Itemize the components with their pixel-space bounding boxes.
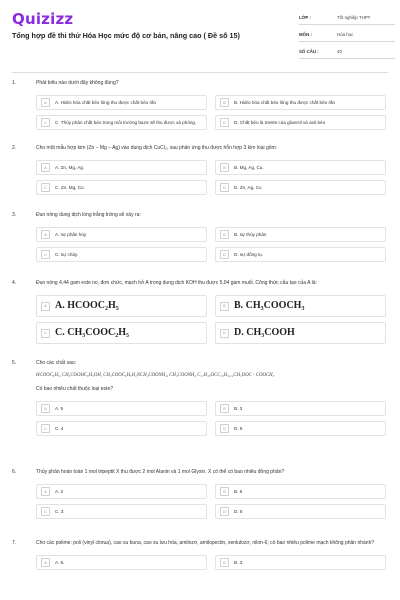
option-letter-box: B: [220, 558, 229, 567]
option-letter-box: D: [220, 424, 229, 433]
option-letter-box: A: [41, 98, 50, 107]
option-letter-box: B: [220, 302, 229, 311]
answer-option[interactable]: [215, 247, 386, 262]
option-letter-box: A: [41, 487, 50, 496]
option-text: B. CH₃COOCH₃: [234, 300, 305, 311]
option-text: B. Hidro hóa chất béo lỏng thu được chất béo rắn: [234, 99, 336, 105]
answer-option[interactable]: [36, 115, 207, 130]
document-title: Tổng hợp đề thi thử Hóa Học mức độ cơ bản, nâng cao ( Đề số 15): [12, 31, 240, 40]
option-text: C. 4: [55, 425, 64, 431]
option-text: D. CH₃COOH: [234, 327, 295, 338]
answer-options: [36, 555, 386, 570]
option-letter-box: D: [220, 118, 229, 127]
question-subtext: Có bao nhiêu chất thuộc loại este?: [36, 386, 113, 392]
meta-value: Tốt nghiệp THPT: [337, 14, 371, 20]
answer-option[interactable]: [36, 401, 207, 416]
question-6: [0, 469, 400, 519]
option-letter-box: A: [41, 404, 50, 413]
answer-option[interactable]: [215, 484, 386, 499]
question-number: 2.: [12, 145, 17, 151]
answer-option[interactable]: [215, 322, 386, 344]
question-text: Thủy phân hoàn toàn 1 mol tripeptit X thu được 2 mol Alanin và 1 mol Glyxin. X có thể có bao nhiêu đồng phân?: [36, 469, 285, 475]
option-text: C. Zn, Mg, Cu.: [55, 184, 85, 190]
option-letter-box: C: [41, 250, 50, 259]
answer-option[interactable]: [36, 504, 207, 519]
option-letter-box: B: [220, 487, 229, 496]
option-text: C. sự cháy.: [55, 251, 79, 257]
option-text: D. Chất béo là trieste của glixerol và axit béo: [234, 119, 326, 125]
question-text: Đun nóng dung dịch lòng trắng trứng sẽ xảy ra:: [36, 212, 141, 218]
answer-option[interactable]: [215, 227, 386, 242]
meta-row-class: [299, 10, 395, 25]
meta-label: MÔN :: [299, 31, 312, 37]
question-number: 3.: [12, 212, 17, 218]
option-letter-box: C: [41, 183, 50, 192]
option-letter-box: A: [41, 302, 50, 311]
question-3: [0, 212, 400, 262]
option-text: C. CH₃COOC₂H₅: [55, 327, 129, 338]
option-text: A. sự phân hủy: [55, 231, 87, 237]
question-number: 7.: [12, 540, 17, 546]
answer-options: [36, 401, 386, 436]
answer-option[interactable]: [36, 95, 207, 110]
option-text: A. Zn, Mg, Ag.: [55, 164, 85, 170]
option-text: B. Mg, Ag, Cu.: [234, 164, 264, 170]
question-number: 6.: [12, 469, 17, 475]
question-5: [0, 360, 400, 436]
answer-option[interactable]: [36, 295, 207, 317]
answer-option[interactable]: [215, 421, 386, 436]
option-text: D. 5: [234, 508, 243, 514]
answer-options: [36, 227, 386, 262]
answer-option[interactable]: [215, 115, 386, 130]
meta-row-count: [299, 44, 395, 59]
answer-option[interactable]: [36, 180, 207, 195]
option-letter-box: D: [220, 507, 229, 516]
option-text: D. Zn, Ag, Cu: [234, 184, 262, 190]
question-2: [0, 145, 400, 195]
option-text: D. 6: [234, 425, 243, 431]
option-letter-box: C: [41, 507, 50, 516]
question-formula: HCOOC₆H₅, CH₃COOHC₆H₅OH, CH₃COOC₆H₅H₂NCH₂COONH₄, CH₃COONH₄ C₁₇H₃₅OCC₁₅H₃₁,₂CH₃OOC - COOCH₃: [36, 373, 275, 378]
answer-option[interactable]: [215, 160, 386, 175]
question-text: Đun nóng 4,44 gam este no, đơn chức, mạch hở A trong dung dịch KOH thu được 5,04 gam muối. Công thức cấu tạo của A là:: [36, 280, 317, 286]
answer-option[interactable]: [36, 421, 207, 436]
question-text: Cho các chất sau:: [36, 360, 77, 366]
answer-option[interactable]: [36, 322, 207, 344]
question-7: [0, 540, 400, 570]
answer-options: [36, 484, 386, 519]
answer-options: [36, 95, 386, 130]
option-text: B. 3: [234, 405, 243, 411]
option-letter-box: D: [220, 250, 229, 259]
option-letter-box: A: [41, 230, 50, 239]
question-1: [0, 80, 400, 130]
option-letter-box: B: [220, 230, 229, 239]
question-number: 5.: [12, 360, 17, 366]
question-text: Phát biểu nào dưới đây không đúng?: [36, 80, 119, 86]
answer-options: [36, 160, 386, 195]
question-text: Cho các polime: poli (vinyl clorua), cao su buna, cao su lưu hóa, amilozơ, amilopectin, xenlulozơ, nilon-6; có bao nhiêu polime mạch không phân nhánh?: [36, 540, 375, 546]
option-text: D. sự đông tụ.: [234, 251, 264, 257]
option-letter-box: C: [41, 329, 50, 338]
answer-option[interactable]: [215, 295, 386, 317]
answer-option[interactable]: [36, 247, 207, 262]
option-text: A. 5: [55, 405, 64, 411]
option-letter-box: D: [220, 183, 229, 192]
option-text: A. HCOOC₂H₅: [55, 300, 119, 311]
option-letter-box: A: [41, 558, 50, 567]
question-number: 4.: [12, 280, 17, 286]
meta-value: 40: [337, 48, 342, 54]
header-divider: [12, 72, 388, 73]
meta-row-subject: [299, 27, 395, 42]
answer-option[interactable]: [215, 401, 386, 416]
option-text: B. 3.: [234, 559, 244, 565]
answer-option[interactable]: [215, 555, 386, 570]
option-text: C. Thủy phân chất béo trong môi trường bazơ sẽ thu được xà phòng.: [55, 119, 197, 125]
answer-option[interactable]: [215, 180, 386, 195]
option-letter-box: D: [220, 329, 229, 338]
meta-value: Hóa học: [337, 31, 354, 37]
option-text: A. 6.: [55, 559, 65, 565]
option-letter-box: B: [220, 163, 229, 172]
option-text: C. 3: [55, 508, 64, 514]
answer-option[interactable]: [215, 95, 386, 110]
answer-option[interactable]: [36, 160, 207, 175]
option-text: A. 2: [55, 488, 64, 494]
answer-option[interactable]: [36, 555, 207, 570]
meta-box: [299, 10, 395, 61]
answer-option[interactable]: [36, 484, 207, 499]
option-text: B. 6: [234, 488, 243, 494]
option-letter-box: B: [220, 404, 229, 413]
question-4: [0, 280, 400, 344]
answer-option[interactable]: [215, 504, 386, 519]
header: [0, 0, 400, 62]
option-letter-box: A: [41, 163, 50, 172]
quizizz-logo[interactable]: Quizizz: [12, 10, 74, 28]
option-letter-box: C: [41, 118, 50, 127]
answer-option[interactable]: [36, 227, 207, 242]
meta-label: SỐ CÂU :: [299, 48, 319, 54]
answer-options: [36, 295, 386, 344]
option-text: B. sự thủy phân: [234, 231, 267, 237]
question-text: Cho một mẫu hợp kim (Zn – Mg – Ag) vào dung dịch CuCl₂, sau phản ứng thu được hỗn hợp 3 kim loại gồm:: [36, 145, 278, 151]
option-text: A. Hidro hóa chất béo lỏng thu được chất béo rắn: [55, 99, 157, 105]
meta-label: LỚP :: [299, 14, 311, 20]
option-letter-box: C: [41, 424, 50, 433]
question-number: 1.: [12, 80, 17, 86]
option-letter-box: B: [220, 98, 229, 107]
